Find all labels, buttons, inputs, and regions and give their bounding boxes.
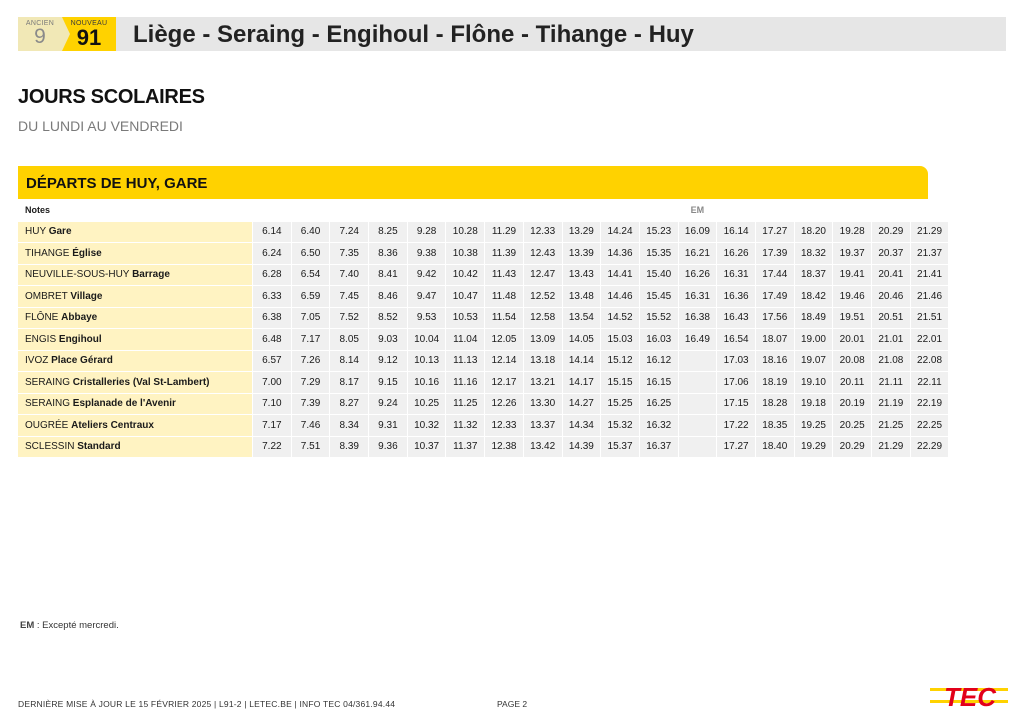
stop-name — [18, 394, 252, 416]
departure-time: 9.24 — [368, 394, 407, 416]
tec-logo — [930, 678, 1010, 714]
departure-time: 20.46 — [871, 286, 910, 308]
departure-time: 6.24 — [252, 243, 291, 265]
departure-time: 16.15 — [639, 372, 678, 394]
departure-time: 13.09 — [523, 329, 562, 351]
departure-time: 12.33 — [484, 415, 523, 437]
departure-time: 12.33 — [523, 222, 562, 244]
departure-time: 15.32 — [600, 415, 639, 437]
departure-time: 11.29 — [484, 222, 523, 244]
departure-time: 7.51 — [291, 437, 330, 459]
departure-time: 21.08 — [871, 351, 910, 373]
departure-time — [678, 394, 717, 416]
legend — [20, 620, 119, 631]
stop-name — [18, 351, 252, 373]
note-cell — [368, 200, 407, 222]
stop-row — [18, 351, 948, 373]
departure-time: 14.14 — [562, 351, 601, 373]
departure-time: 9.53 — [407, 308, 446, 330]
stop-town: IVOZ — [25, 355, 49, 367]
departure-time: 8.36 — [368, 243, 407, 265]
departure-time: 20.19 — [832, 394, 871, 416]
departure-time: 6.48 — [252, 329, 291, 351]
departure-time: 20.29 — [871, 222, 910, 244]
departure-time: 12.43 — [523, 243, 562, 265]
departure-time: 7.29 — [291, 372, 330, 394]
departure-time: 12.38 — [484, 437, 523, 459]
departure-time: 10.25 — [407, 394, 446, 416]
departure-time: 14.46 — [600, 286, 639, 308]
departure-time: 18.16 — [755, 351, 794, 373]
departure-time: 21.19 — [871, 394, 910, 416]
departure-time: 7.52 — [329, 308, 368, 330]
departure-time: 22.11 — [910, 372, 949, 394]
departure-time: 15.12 — [600, 351, 639, 373]
departure-time — [678, 372, 717, 394]
departure-time: 11.25 — [445, 394, 484, 416]
stop-row — [18, 286, 948, 308]
departure-time: 17.49 — [755, 286, 794, 308]
departure-time: 19.07 — [794, 351, 833, 373]
stop-town: OMBRET — [25, 290, 68, 302]
departure-time: 10.38 — [445, 243, 484, 265]
departure-time: 8.17 — [329, 372, 368, 394]
departure-time: 9.15 — [368, 372, 407, 394]
departure-time: 18.32 — [794, 243, 833, 265]
departure-time: 7.17 — [291, 329, 330, 351]
departure-time: 14.34 — [562, 415, 601, 437]
departure-time: 11.37 — [445, 437, 484, 459]
departure-time: 12.52 — [523, 286, 562, 308]
stop-place: Barrage — [132, 269, 170, 281]
legend-text: : Excepté mercredi. — [34, 620, 119, 631]
departure-time: 21.29 — [871, 437, 910, 459]
departure-time: 19.41 — [832, 265, 871, 287]
departure-time: 10.53 — [445, 308, 484, 330]
departure-time: 19.51 — [832, 308, 871, 330]
departure-time: 11.43 — [484, 265, 523, 287]
departure-time: 22.08 — [910, 351, 949, 373]
stop-town: FLÔNE — [25, 312, 59, 324]
departure-time: 6.38 — [252, 308, 291, 330]
note-cell: EM — [678, 200, 717, 222]
departure-time: 14.24 — [600, 222, 639, 244]
departure-time — [678, 351, 717, 373]
departure-time: 15.23 — [639, 222, 678, 244]
departure-time: 21.37 — [910, 243, 949, 265]
departure-time: 11.48 — [484, 286, 523, 308]
departure-time: 13.29 — [562, 222, 601, 244]
departure-time: 16.32 — [639, 415, 678, 437]
departure-time: 20.08 — [832, 351, 871, 373]
departure-time: 19.28 — [832, 222, 871, 244]
stop-town: ENGIS — [25, 333, 57, 345]
badge-arrow-notch — [62, 17, 70, 51]
departure-time: 18.07 — [755, 329, 794, 351]
departure-time: 18.42 — [794, 286, 833, 308]
notes-label: Notes — [18, 200, 252, 222]
departure-time: 15.25 — [600, 394, 639, 416]
old-line-number: 9 — [34, 25, 46, 48]
stop-town: HUY — [25, 226, 46, 238]
departure-time: 7.17 — [252, 415, 291, 437]
departure-time: 7.00 — [252, 372, 291, 394]
departure-time: 6.28 — [252, 265, 291, 287]
stop-row — [18, 394, 948, 416]
departure-time: 14.17 — [562, 372, 601, 394]
departure-time: 12.17 — [484, 372, 523, 394]
timetable — [18, 200, 948, 458]
departure-time: 20.37 — [871, 243, 910, 265]
departure-time: 9.47 — [407, 286, 446, 308]
departure-time: 8.34 — [329, 415, 368, 437]
old-line-badge — [18, 17, 62, 51]
note-cell — [562, 200, 601, 222]
departure-time: 19.00 — [794, 329, 833, 351]
departure-time: 11.04 — [445, 329, 484, 351]
departure-time: 13.21 — [523, 372, 562, 394]
departure-time: 17.44 — [755, 265, 794, 287]
stop-row — [18, 222, 948, 244]
departure-time: 10.04 — [407, 329, 446, 351]
departure-time: 19.18 — [794, 394, 833, 416]
departure-time: 16.09 — [678, 222, 717, 244]
departure-time: 17.39 — [755, 243, 794, 265]
departure-time: 14.52 — [600, 308, 639, 330]
legend-code: EM — [20, 620, 35, 631]
departure-time: 19.37 — [832, 243, 871, 265]
departure-time: 7.40 — [329, 265, 368, 287]
departure-time: 19.10 — [794, 372, 833, 394]
stop-name — [18, 437, 252, 459]
departure-time: 8.25 — [368, 222, 407, 244]
stop-place: Standard — [77, 441, 121, 453]
departure-time: 20.51 — [871, 308, 910, 330]
departure-time: 21.01 — [871, 329, 910, 351]
departure-time: 10.47 — [445, 286, 484, 308]
stop-place: Église — [72, 247, 102, 259]
departure-time: 11.13 — [445, 351, 484, 373]
stop-name — [18, 265, 252, 287]
stop-place: Esplanade de l'Avenir — [72, 398, 176, 410]
departure-time: 6.14 — [252, 222, 291, 244]
departure-time: 16.38 — [678, 308, 717, 330]
stop-town: NEUVILLE-SOUS-HUY — [25, 269, 130, 281]
departure-time: 7.46 — [291, 415, 330, 437]
departure-time: 21.46 — [910, 286, 949, 308]
departure-time: 12.14 — [484, 351, 523, 373]
new-line-number: 91 — [76, 25, 102, 50]
departure-time: 17.03 — [716, 351, 755, 373]
departure-time: 20.41 — [871, 265, 910, 287]
stop-row — [18, 437, 948, 459]
note-cell — [716, 200, 755, 222]
departure-time: 18.19 — [755, 372, 794, 394]
stop-town: OUGRÉE — [25, 419, 69, 431]
departure-time: 21.29 — [910, 222, 949, 244]
departure-time: 11.16 — [445, 372, 484, 394]
departure-time: 8.14 — [329, 351, 368, 373]
departure-time: 12.26 — [484, 394, 523, 416]
departure-time: 9.03 — [368, 329, 407, 351]
departure-time: 15.40 — [639, 265, 678, 287]
departure-time: 12.47 — [523, 265, 562, 287]
departure-time: 21.11 — [871, 372, 910, 394]
departure-time: 18.40 — [755, 437, 794, 459]
departure-time: 22.01 — [910, 329, 949, 351]
departure-time: 10.13 — [407, 351, 446, 373]
departure-time: 18.37 — [794, 265, 833, 287]
departure-time: 13.18 — [523, 351, 562, 373]
note-cell — [523, 200, 562, 222]
departure-time: 10.28 — [445, 222, 484, 244]
departure-time: 21.41 — [910, 265, 949, 287]
old-line-label: ANCIEN — [25, 20, 55, 27]
stop-place: Abbaye — [61, 312, 98, 324]
departure-time: 11.39 — [484, 243, 523, 265]
departure-time: 9.42 — [407, 265, 446, 287]
departure-time: 18.28 — [755, 394, 794, 416]
departure-time: 13.54 — [562, 308, 601, 330]
stop-name — [18, 329, 252, 351]
stop-row — [18, 243, 948, 265]
departure-time: 6.50 — [291, 243, 330, 265]
stop-name — [18, 308, 252, 330]
logo-text: TEC — [944, 682, 996, 712]
departure-time: 6.57 — [252, 351, 291, 373]
new-line-badge — [62, 17, 116, 51]
note-cell — [755, 200, 794, 222]
departure-time: 16.12 — [639, 351, 678, 373]
departure-time: 21.25 — [871, 415, 910, 437]
stop-name — [18, 243, 252, 265]
departure-time: 16.31 — [678, 286, 717, 308]
departure-time: 9.38 — [407, 243, 446, 265]
departure-time: 12.58 — [523, 308, 562, 330]
departure-time: 16.26 — [678, 265, 717, 287]
note-cell — [329, 200, 368, 222]
departure-time — [678, 415, 717, 437]
page-number: PAGE 2 — [497, 699, 528, 709]
note-cell — [794, 200, 833, 222]
timetable-title: DÉPARTS DE HUY, GARE — [26, 175, 208, 192]
stop-town: SERAING — [25, 376, 71, 388]
departure-time: 18.35 — [755, 415, 794, 437]
departure-time: 7.35 — [329, 243, 368, 265]
departure-time: 16.26 — [716, 243, 755, 265]
departure-time: 19.46 — [832, 286, 871, 308]
stop-row — [18, 308, 948, 330]
timetable-header — [18, 166, 928, 199]
note-cell — [484, 200, 523, 222]
stop-place: Place Gérard — [51, 355, 113, 367]
stop-town: TIHANGE — [25, 247, 70, 259]
departure-time: 14.05 — [562, 329, 601, 351]
departure-time: 6.33 — [252, 286, 291, 308]
departure-time: 22.25 — [910, 415, 949, 437]
departure-time: 13.48 — [562, 286, 601, 308]
departure-time: 12.05 — [484, 329, 523, 351]
departure-time: 13.39 — [562, 243, 601, 265]
departure-time: 16.37 — [639, 437, 678, 459]
departure-time: 21.51 — [910, 308, 949, 330]
stop-place: Cristalleries (Val St-Lambert) — [72, 376, 210, 388]
departure-time: 9.36 — [368, 437, 407, 459]
departure-time: 15.37 — [600, 437, 639, 459]
note-cell — [291, 200, 330, 222]
note-cell — [871, 200, 910, 222]
new-line-label: NOUVEAU — [70, 20, 108, 27]
departure-time: 20.01 — [832, 329, 871, 351]
note-cell — [252, 200, 291, 222]
departure-time: 15.45 — [639, 286, 678, 308]
departure-time: 17.06 — [716, 372, 755, 394]
departure-time: 14.39 — [562, 437, 601, 459]
stop-town: SCLESSIN — [25, 441, 75, 453]
departure-time: 15.03 — [600, 329, 639, 351]
note-cell — [445, 200, 484, 222]
departure-time: 14.36 — [600, 243, 639, 265]
departure-time: 13.42 — [523, 437, 562, 459]
departure-time: 20.11 — [832, 372, 871, 394]
departure-time: 16.49 — [678, 329, 717, 351]
departure-time: 14.41 — [600, 265, 639, 287]
departure-time: 13.43 — [562, 265, 601, 287]
departure-time: 16.54 — [716, 329, 755, 351]
departure-time: 7.05 — [291, 308, 330, 330]
note-cell — [910, 200, 949, 222]
departure-time: 17.27 — [755, 222, 794, 244]
departure-time: 9.31 — [368, 415, 407, 437]
departure-time: 22.19 — [910, 394, 949, 416]
departure-time: 16.14 — [716, 222, 755, 244]
notes-row — [18, 200, 948, 222]
departure-time: 16.25 — [639, 394, 678, 416]
departure-time: 16.36 — [716, 286, 755, 308]
departure-time: 7.39 — [291, 394, 330, 416]
departure-time: 11.54 — [484, 308, 523, 330]
stop-row — [18, 265, 948, 287]
departure-time: 20.25 — [832, 415, 871, 437]
note-cell — [600, 200, 639, 222]
stop-row — [18, 415, 948, 437]
departure-time: 10.32 — [407, 415, 446, 437]
departure-time: 8.46 — [368, 286, 407, 308]
departure-time: 6.54 — [291, 265, 330, 287]
departure-time: 13.37 — [523, 415, 562, 437]
departure-time: 15.35 — [639, 243, 678, 265]
section-title: JOURS SCOLAIRES — [18, 86, 205, 108]
departure-time: 10.37 — [407, 437, 446, 459]
departure-time: 7.24 — [329, 222, 368, 244]
departure-time: 7.22 — [252, 437, 291, 459]
stop-place: Village — [70, 290, 103, 302]
departure-time: 14.27 — [562, 394, 601, 416]
departure-time: 19.25 — [794, 415, 833, 437]
departure-time: 19.29 — [794, 437, 833, 459]
departure-time: 6.40 — [291, 222, 330, 244]
stop-place: Ateliers Centraux — [71, 419, 154, 431]
departure-time: 11.32 — [445, 415, 484, 437]
departure-time: 16.43 — [716, 308, 755, 330]
departure-time: 8.05 — [329, 329, 368, 351]
departure-time — [678, 437, 717, 459]
departure-time: 9.12 — [368, 351, 407, 373]
departure-time: 22.29 — [910, 437, 949, 459]
departure-time: 10.16 — [407, 372, 446, 394]
stop-name — [18, 372, 252, 394]
departure-time: 7.26 — [291, 351, 330, 373]
departure-time: 8.52 — [368, 308, 407, 330]
note-cell — [832, 200, 871, 222]
departure-time: 7.45 — [329, 286, 368, 308]
departure-time: 13.30 — [523, 394, 562, 416]
note-cell — [407, 200, 446, 222]
stop-row — [18, 329, 948, 351]
departure-time: 17.22 — [716, 415, 755, 437]
departure-time: 6.59 — [291, 286, 330, 308]
departure-time: 8.41 — [368, 265, 407, 287]
departure-time: 7.10 — [252, 394, 291, 416]
stop-place: Engihoul — [58, 333, 102, 345]
route-title: Liège - Seraing - Engihoul - Flône - Tihange - Huy — [133, 21, 694, 48]
departure-time: 10.42 — [445, 265, 484, 287]
section-subtitle: DU LUNDI AU VENDREDI — [18, 118, 183, 134]
departure-time: 17.56 — [755, 308, 794, 330]
departure-time: 9.28 — [407, 222, 446, 244]
note-cell — [639, 200, 678, 222]
departure-time: 15.52 — [639, 308, 678, 330]
departure-time: 16.03 — [639, 329, 678, 351]
departure-time: 15.15 — [600, 372, 639, 394]
footer-info: DERNIÈRE MISE À JOUR LE 15 FÉVRIER 2025 | L91-2 | LETEC.BE | INFO TEC 04/361.94.44 — [18, 699, 396, 709]
stop-place: Gare — [48, 226, 72, 238]
stop-name — [18, 286, 252, 308]
departure-time: 20.29 — [832, 437, 871, 459]
stop-row — [18, 372, 948, 394]
departure-time: 17.15 — [716, 394, 755, 416]
departure-time: 8.27 — [329, 394, 368, 416]
stop-name — [18, 415, 252, 437]
departure-time: 18.49 — [794, 308, 833, 330]
stop-name — [18, 222, 252, 244]
departure-time: 8.39 — [329, 437, 368, 459]
departure-time: 16.31 — [716, 265, 755, 287]
departure-time: 17.27 — [716, 437, 755, 459]
departure-time: 16.21 — [678, 243, 717, 265]
stop-town: SERAING — [25, 398, 71, 410]
departure-time: 18.20 — [794, 222, 833, 244]
